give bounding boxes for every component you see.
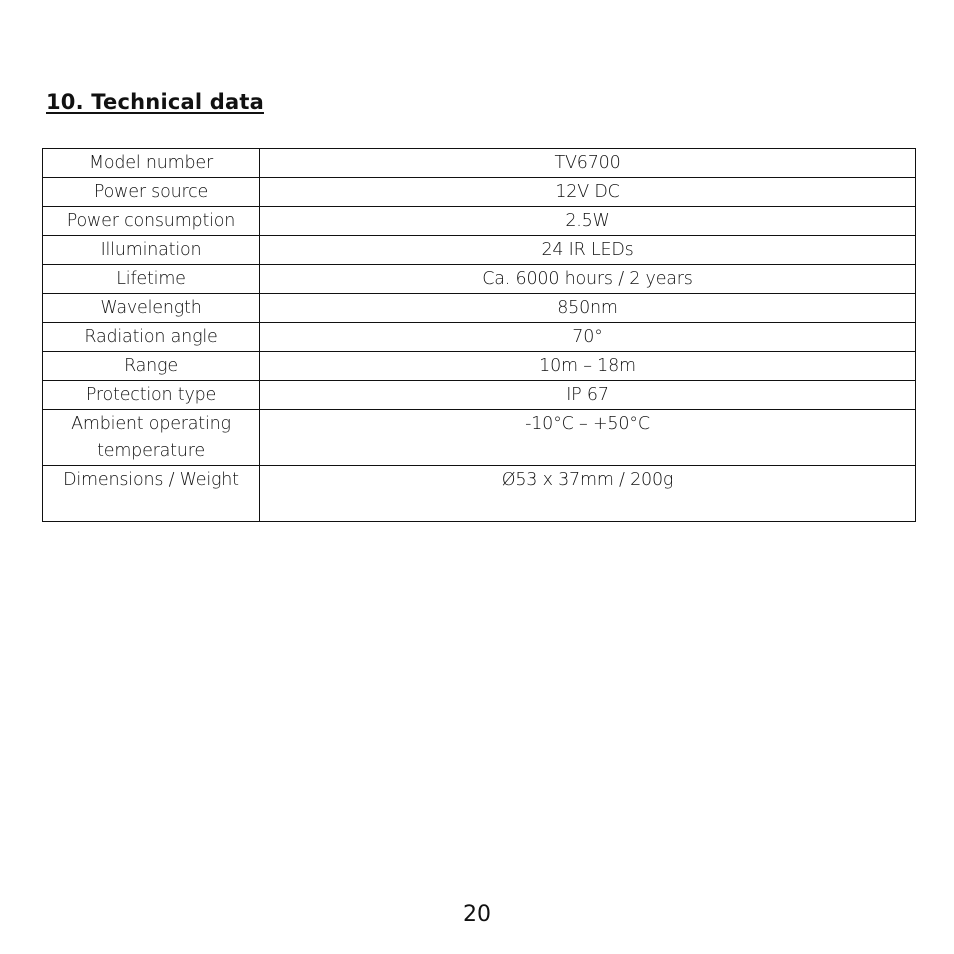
row-value: Ca. 6000 hours / 2 years (260, 265, 916, 294)
row-value: 12V DC (260, 178, 916, 207)
row-label: Model number (43, 149, 260, 178)
row-value: 24 IR LEDs (260, 236, 916, 265)
table-row (43, 149, 916, 178)
row-value: 70° (260, 323, 916, 352)
row-label: Range (43, 352, 260, 381)
section-title: 10. Technical data (46, 90, 264, 114)
row-value: 2.5W (260, 207, 916, 236)
row-label: Power consumption (43, 207, 260, 236)
table-row (43, 294, 916, 323)
row-label: Ambient operating temperature (43, 410, 260, 466)
row-value: Ø53 x 37mm / 200g (260, 466, 916, 522)
table-row (43, 352, 916, 381)
table-row (43, 466, 916, 522)
row-label: Radiation angle (43, 323, 260, 352)
table-row (43, 381, 916, 410)
row-value: IP 67 (260, 381, 916, 410)
page-number: 20 (463, 902, 491, 927)
row-label: Lifetime (43, 265, 260, 294)
row-value: -10°C – +50°C (260, 410, 916, 466)
row-label: Protection type (43, 381, 260, 410)
row-label: Wavelength (43, 294, 260, 323)
row-label: Dimensions / Weight (43, 466, 260, 522)
table-row (43, 207, 916, 236)
technical-data-table (42, 148, 916, 522)
row-value: 10m – 18m (260, 352, 916, 381)
table-row (43, 236, 916, 265)
table-row (43, 265, 916, 294)
row-label: Illumination (43, 236, 260, 265)
table-row (43, 410, 916, 466)
table-row (43, 323, 916, 352)
row-label: Power source (43, 178, 260, 207)
row-value: TV6700 (260, 149, 916, 178)
table-row (43, 178, 916, 207)
row-value: 850nm (260, 294, 916, 323)
